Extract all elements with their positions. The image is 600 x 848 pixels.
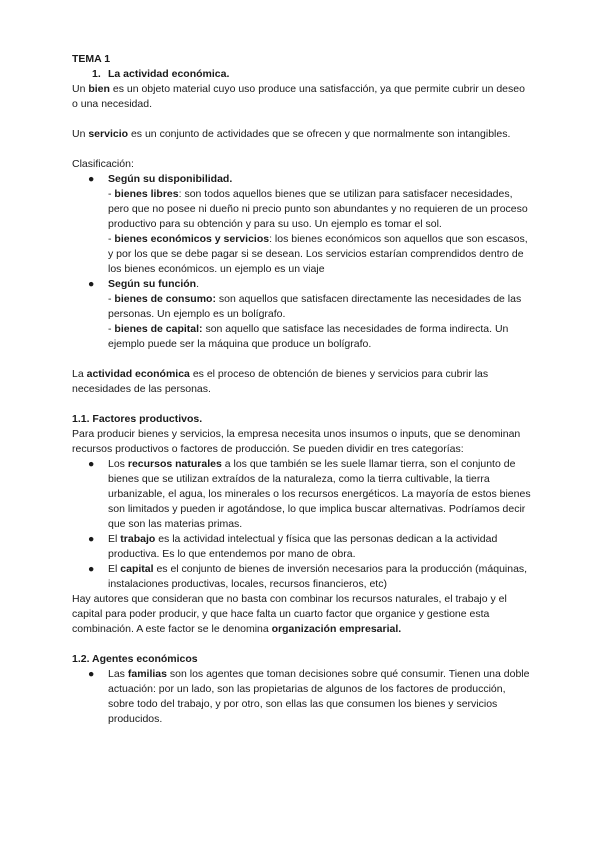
bullet-icon: ● [88,458,95,470]
document-page [72,52,532,727]
bienes-consumo: - bienes de consumo: son aquellos que satisfacen directamente las necesidades de las personas. Un ejemplo es un bolígrafo. [108,293,522,320]
clasificacion-label: Clasificación: [72,158,134,170]
section-title: La actividad económica. [108,68,230,80]
bullet-icon: ● [88,668,95,680]
list-item-trabajo: ● El trabajo es la actividad intelectual y física que las personas dedican a la actividad productiva. Es lo que entendemos por mano de obra. [88,533,498,560]
paragraph-bien: Un bien es un objeto material cuyo uso produce una satisfacción, ya que permite cubrir un deseo o una necesidad. [72,83,525,110]
list-item-disponibilidad: ● Según su disponibilidad. [88,173,233,185]
bienes-capital: - bienes de capital: son aquello que satisface las necesidades de forma indirecta. Un ejemplo puede ser la máquina que produce un bolígrafo. [108,323,509,350]
bullet-icon: ● [88,278,95,290]
section-heading-factores: 1.1. Factores productivos. [72,413,203,425]
section-number: 1. [92,68,101,80]
bienes-libres: - bienes libres: son todos aquellos bienes que se utilizan para satisfacer necesidades, pero que no posee ni dueño ni precio punto son abundantes y no requieren de un proceso productivo para su obtención y para su uso. Un ejemplo es tomar el sol. [108,188,528,230]
paragraph-actividad: La actividad económica es el proceso de obtención de bienes y servicios para cubrir las necesidades de las personas. [72,368,489,395]
list-item-funcion: ● Según su función. [88,278,200,290]
paragraph-factores-intro: Para producir bienes y servicios, la empresa necesita unos insumos o inputs, que se denominan recursos productivos o factores de producción. Se pueden dividir en tres categorías: [72,428,521,455]
paragraph-servicio: Un servicio es un conjunto de actividades que se ofrecen y que normalmente son intangibles. [72,128,511,140]
doc-title: TEMA 1 [72,53,111,65]
bullet-icon: ● [88,563,95,575]
list-item-recursos-naturales: ● Los recursos naturales a los que también se les suele llamar tierra, son el conjunto de bienes que se utilizan extraídos de la naturaleza, como la tierra cultivable, la tierra urbanizable, el agua, los minerales o los recursos energéticos. La mayoría de estos bienes son limitados y pueden ir agotándose, lo que implica buscar alternativas. Podríamos decir que son las materias primas. [88,458,531,530]
factores-list [72,457,532,592]
section-heading-1 [72,67,532,82]
paragraph-organizacion: Hay autores que consideran que no basta con combinar los recursos naturales, el trabajo y el capital para poder producir, y que hace falta un cuarto factor que organice y gestione esta combinación. A este factor se le denomina organización empresarial. [72,593,507,635]
list-item-capital: ● El capital es el conjunto de bienes de inversión necesarios para la producción (máquinas, instalaciones productivas, locales, recursos financieros, etc) [88,563,528,590]
list-item-familias: ● Las familias son los agentes que toman decisiones sobre qué consumir. Tienen una doble actuación: por un lado, son las propietarias de algunos de los factores de producción, sobre todo del trabajo, y por otro, son ellas las que consumen los bienes y servicios producidos. [88,668,530,725]
agentes-list [72,667,532,727]
section-heading-agentes: 1.2. Agentes económicos [72,653,198,665]
bienes-economicos: - bienes económicos y servicios: los bienes económicos son aquellos que son escasos, y por los que se debe pagar si se desean. Los servicios estarían comprendidos dentro de los bienes económicos. un ejemplo es un viaje [108,233,528,275]
bullet-icon: ● [88,533,95,545]
bullet-icon: ● [88,173,95,185]
clasificacion-list [72,172,532,352]
